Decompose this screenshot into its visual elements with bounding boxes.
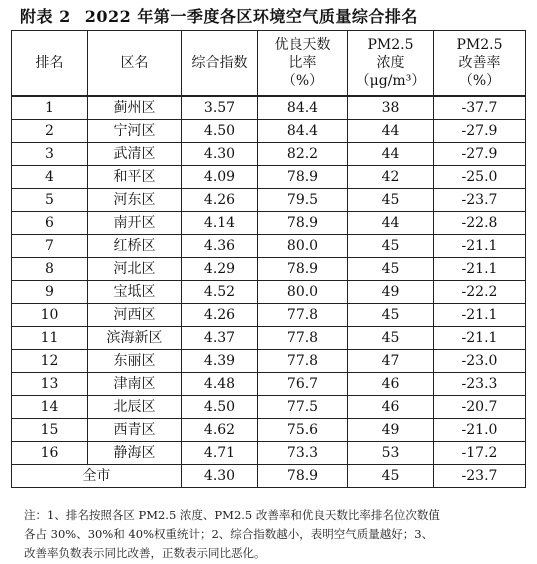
table-row <box>12 419 526 442</box>
cell-pm25: 49 <box>348 281 434 304</box>
cell-district: 滨海新区 <box>88 327 182 350</box>
cell-pm25: 45 <box>348 304 434 327</box>
table-row <box>12 281 526 304</box>
cell-pm25: 46 <box>348 373 434 396</box>
cell-pm25: 46 <box>348 396 434 419</box>
total-pm25: 45 <box>348 465 434 488</box>
header-district: 区名 <box>88 31 182 97</box>
cell-good-days-ratio: 77.5 <box>258 396 348 419</box>
footnote <box>24 506 524 563</box>
cell-rank: 2 <box>12 120 88 143</box>
total-index: 4.30 <box>182 465 258 488</box>
cell-pm25: 47 <box>348 350 434 373</box>
table-row <box>12 373 526 396</box>
cell-district: 和平区 <box>88 166 182 189</box>
cell-pm25: 45 <box>348 235 434 258</box>
cell-good-days-ratio: 73.3 <box>258 442 348 465</box>
table-row <box>12 143 526 166</box>
cell-rank: 3 <box>12 143 88 166</box>
cell-composite-index: 4.09 <box>182 166 258 189</box>
header-rank: 排名 <box>12 31 88 97</box>
cell-composite-index: 3.57 <box>182 96 258 120</box>
cell-district: 南开区 <box>88 212 182 235</box>
cell-district: 河西区 <box>88 304 182 327</box>
table-row <box>12 327 526 350</box>
cell-good-days-ratio: 78.9 <box>258 166 348 189</box>
cell-pm25: 45 <box>348 327 434 350</box>
footnote-line: 各占 30%、30%和 40%权重统计；2、综合指数越小，表明空气质量越好；3、 <box>24 527 434 541</box>
total-improvement: -23.7 <box>434 465 526 488</box>
header-pm25-improvement: PM2.5 改善率 （%） <box>434 31 526 97</box>
cell-good-days-ratio: 76.7 <box>258 373 348 396</box>
cell-good-days-ratio: 84.4 <box>258 96 348 120</box>
cell-pm25-improvement: -37.7 <box>434 96 526 120</box>
cell-composite-index: 4.14 <box>182 212 258 235</box>
cell-pm25-improvement: -21.0 <box>434 419 526 442</box>
header-good-days-ratio: 优良天数 比率 （%） <box>258 31 348 97</box>
table-row <box>12 304 526 327</box>
cell-good-days-ratio: 77.8 <box>258 327 348 350</box>
total-row <box>12 465 526 488</box>
cell-district: 静海区 <box>88 442 182 465</box>
cell-good-days-ratio: 75.6 <box>258 419 348 442</box>
cell-rank: 11 <box>12 327 88 350</box>
cell-pm25: 45 <box>348 189 434 212</box>
cell-pm25-improvement: -21.1 <box>434 258 526 281</box>
cell-pm25: 53 <box>348 442 434 465</box>
cell-pm25-improvement: -22.8 <box>434 212 526 235</box>
cell-rank: 4 <box>12 166 88 189</box>
cell-district: 北辰区 <box>88 396 182 419</box>
cell-pm25-improvement: -17.2 <box>434 442 526 465</box>
cell-composite-index: 4.29 <box>182 258 258 281</box>
table-row <box>12 396 526 419</box>
table-row <box>12 120 526 143</box>
table-row <box>12 258 526 281</box>
cell-composite-index: 4.26 <box>182 304 258 327</box>
cell-district: 红桥区 <box>88 235 182 258</box>
cell-pm25: 42 <box>348 166 434 189</box>
cell-good-days-ratio: 80.0 <box>258 235 348 258</box>
cell-pm25-improvement: -20.7 <box>434 396 526 419</box>
total-label: 全市 <box>12 465 182 488</box>
header-pm25-concentration: PM2.5 浓度 （μg/m³） <box>348 31 434 97</box>
cell-rank: 16 <box>12 442 88 465</box>
cell-district: 武清区 <box>88 143 182 166</box>
cell-composite-index: 4.71 <box>182 442 258 465</box>
cell-district: 西青区 <box>88 419 182 442</box>
cell-pm25: 45 <box>348 258 434 281</box>
cell-pm25: 44 <box>348 120 434 143</box>
cell-good-days-ratio: 80.0 <box>258 281 348 304</box>
cell-pm25-improvement: -21.1 <box>434 327 526 350</box>
cell-pm25: 49 <box>348 419 434 442</box>
cell-pm25-improvement: -22.2 <box>434 281 526 304</box>
cell-composite-index: 4.52 <box>182 281 258 304</box>
cell-district: 宁河区 <box>88 120 182 143</box>
cell-good-days-ratio: 79.5 <box>258 189 348 212</box>
table-row <box>12 212 526 235</box>
table-title <box>20 4 530 28</box>
cell-pm25-improvement: -23.0 <box>434 350 526 373</box>
total-good-days: 78.9 <box>258 465 348 488</box>
cell-district: 东丽区 <box>88 350 182 373</box>
footnote-line: 改善率负数表示同比改善，正数表示同比恶化。 <box>24 546 266 560</box>
cell-rank: 12 <box>12 350 88 373</box>
table-body <box>12 96 526 465</box>
cell-rank: 5 <box>12 189 88 212</box>
cell-pm25-improvement: -21.1 <box>434 304 526 327</box>
cell-composite-index: 4.36 <box>182 235 258 258</box>
cell-pm25-improvement: -27.9 <box>434 143 526 166</box>
cell-district: 蓟州区 <box>88 96 182 120</box>
cell-pm25: 44 <box>348 212 434 235</box>
cell-rank: 9 <box>12 281 88 304</box>
cell-rank: 15 <box>12 419 88 442</box>
table-row <box>12 96 526 120</box>
cell-district: 河北区 <box>88 258 182 281</box>
cell-pm25-improvement: -21.1 <box>434 235 526 258</box>
table-row <box>12 189 526 212</box>
cell-good-days-ratio: 78.9 <box>258 212 348 235</box>
cell-composite-index: 4.50 <box>182 120 258 143</box>
cell-rank: 10 <box>12 304 88 327</box>
header-row <box>12 31 526 97</box>
footnote-line: 注：1、排名按照各区 PM2.5 浓度、PM2.5 改善率和优良天数比率排名位次数值 <box>24 508 440 522</box>
cell-composite-index: 4.39 <box>182 350 258 373</box>
table-number: 附表 2 <box>20 7 71 26</box>
cell-pm25-improvement: -25.0 <box>434 166 526 189</box>
cell-rank: 14 <box>12 396 88 419</box>
cell-pm25-improvement: -23.3 <box>434 373 526 396</box>
cell-pm25: 38 <box>348 96 434 120</box>
cell-composite-index: 4.48 <box>182 373 258 396</box>
cell-rank: 8 <box>12 258 88 281</box>
cell-rank: 6 <box>12 212 88 235</box>
cell-good-days-ratio: 78.9 <box>258 258 348 281</box>
cell-rank: 13 <box>12 373 88 396</box>
table-row <box>12 442 526 465</box>
table-row <box>12 235 526 258</box>
ranking-table <box>11 30 526 488</box>
cell-pm25-improvement: -27.9 <box>434 120 526 143</box>
cell-composite-index: 4.37 <box>182 327 258 350</box>
cell-rank: 1 <box>12 96 88 120</box>
cell-district: 河东区 <box>88 189 182 212</box>
header-composite-index: 综合指数 <box>182 31 258 97</box>
cell-good-days-ratio: 77.8 <box>258 350 348 373</box>
cell-district: 津南区 <box>88 373 182 396</box>
cell-good-days-ratio: 84.4 <box>258 120 348 143</box>
table-row <box>12 166 526 189</box>
cell-good-days-ratio: 77.8 <box>258 304 348 327</box>
cell-district: 宝坻区 <box>88 281 182 304</box>
cell-composite-index: 4.26 <box>182 189 258 212</box>
cell-pm25-improvement: -23.7 <box>434 189 526 212</box>
cell-good-days-ratio: 82.2 <box>258 143 348 166</box>
cell-composite-index: 4.62 <box>182 419 258 442</box>
cell-rank: 7 <box>12 235 88 258</box>
cell-composite-index: 4.30 <box>182 143 258 166</box>
table-title-text: 2022 年第一季度各区环境空气质量综合排名 <box>84 7 418 26</box>
cell-composite-index: 4.50 <box>182 396 258 419</box>
table-row <box>12 350 526 373</box>
cell-pm25: 44 <box>348 143 434 166</box>
